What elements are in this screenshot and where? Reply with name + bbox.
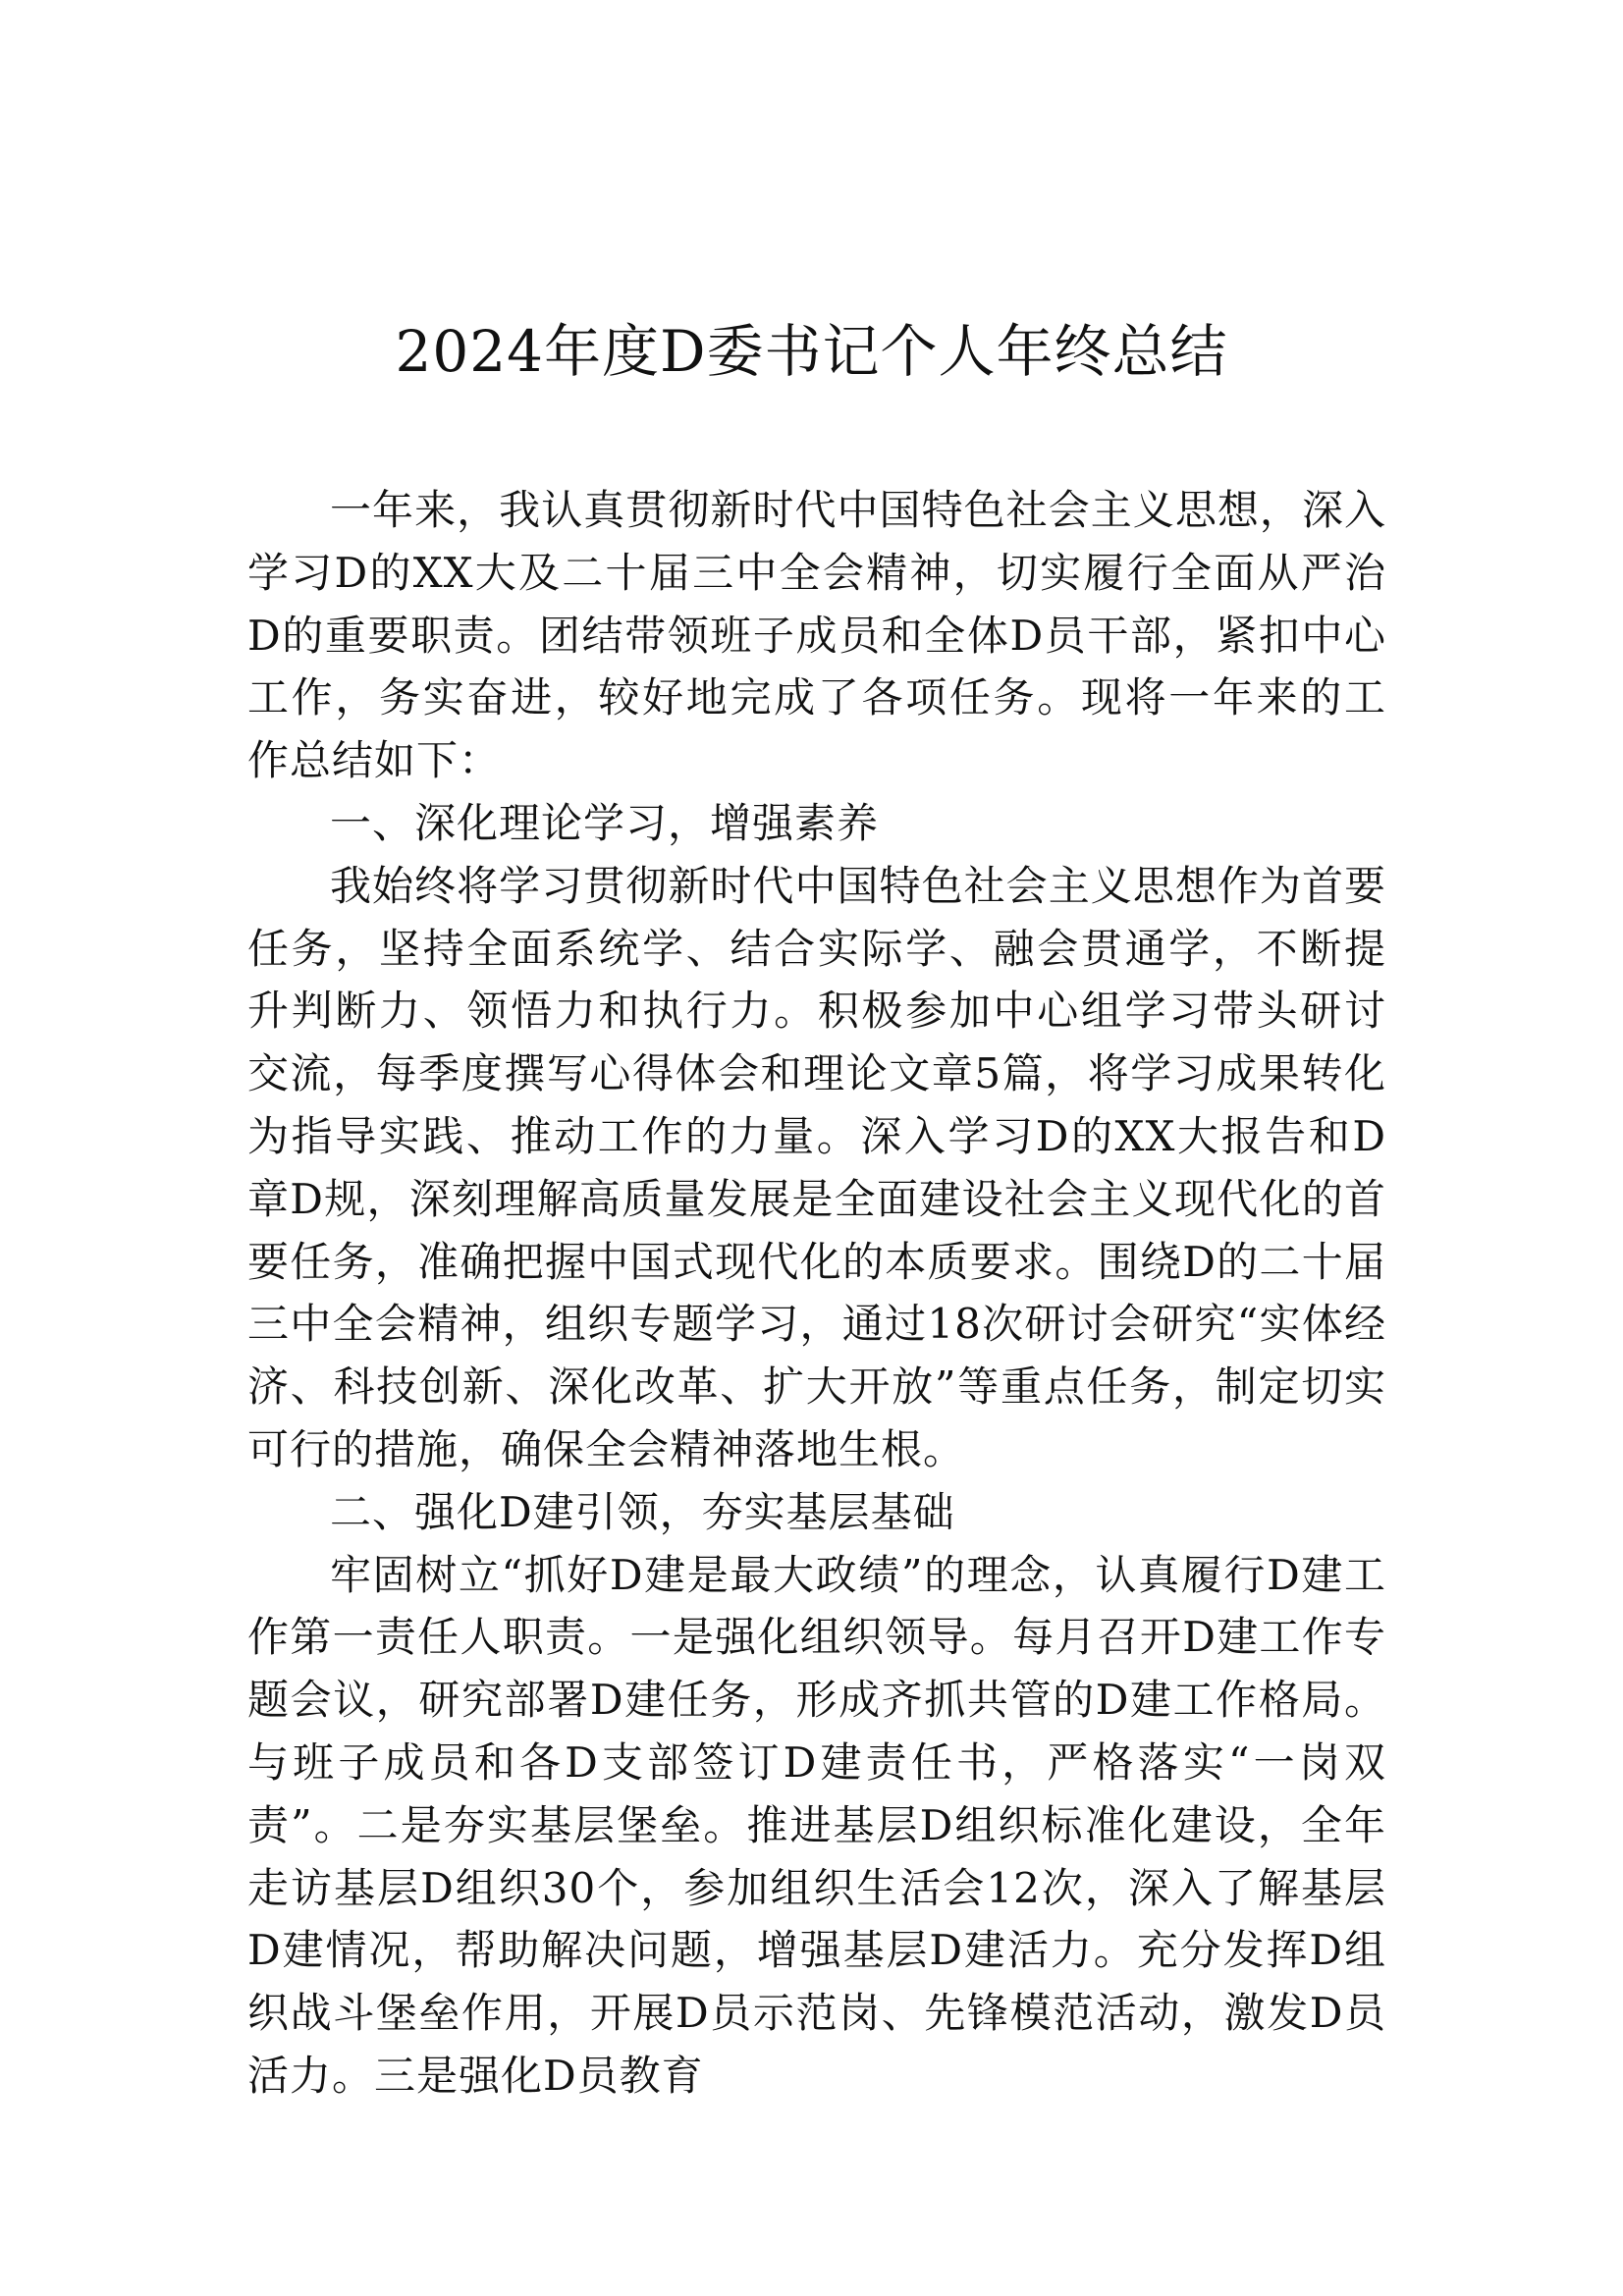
document-body xyxy=(247,479,1386,2108)
section-heading-1: 一、深化理论学习，增强素养 xyxy=(330,798,880,847)
section-heading-2: 二、强化D建引领，夯实基层基础 xyxy=(330,1487,955,1536)
intro-paragraph: 一年来，我认真贯彻新时代中国特色社会主义思想，深入学习D的XX大及二十届三中全会精神，切实履行全面从严治D的重要职责。团结带领班子成员和全体D员干部，紧扣中心工作，务实奋进，较好地完成了各项任务。现将一年来的工作总结如下： xyxy=(247,486,1386,785)
section-2-paragraph: 牢固树立“抓好D建是最大政绩”的理念，认真履行D建工作第一责任人职责。一是强化组织领导。每月召开D建工作专题会议，研究部署D建任务，形成齐抓共管的D建工作格局。与班子成员和各D支部签订D建责任书，严格落实“一岗双责”。二是夯实基层堡垒。推进基层D组织标准化建设，全年走访基层D组织30个，参加组织生活会12次，深入了解基层D建情况，帮助解决问题，增强基层D建活力。充分发挥D组织战斗堡垒作用，开展D员示范岗、先锋模范活动，激发D员活力。三是强化D员教育 xyxy=(247,1550,1386,2100)
document-title: 2024年度D委书记个人年终总结 xyxy=(395,318,1228,385)
section-1-paragraph: 我始终将学习贯彻新时代中国特色社会主义思想作为首要任务，坚持全面系统学、结合实际学、融会贯通学，不断提升判断力、领悟力和执行力。积极参加中心组学习带头研讨交流，每季度撰写心得体会和理论文章5篇，将学习成果转化为指导实践、推动工作的力量。深入学习D的XX大报告和D章D规，深刻理解高质量发展是全面建设社会主义现代化的首要任务，准确把握中国式现代化的本质要求。围绕D的二十届三中全会精神，组织专题学习，通过18次研讨会研究“实体经济、科技创新、深化改革、扩大开放”等重点任务，制定切实可行的措施，确保全会精神落地生根。 xyxy=(247,861,1386,1473)
